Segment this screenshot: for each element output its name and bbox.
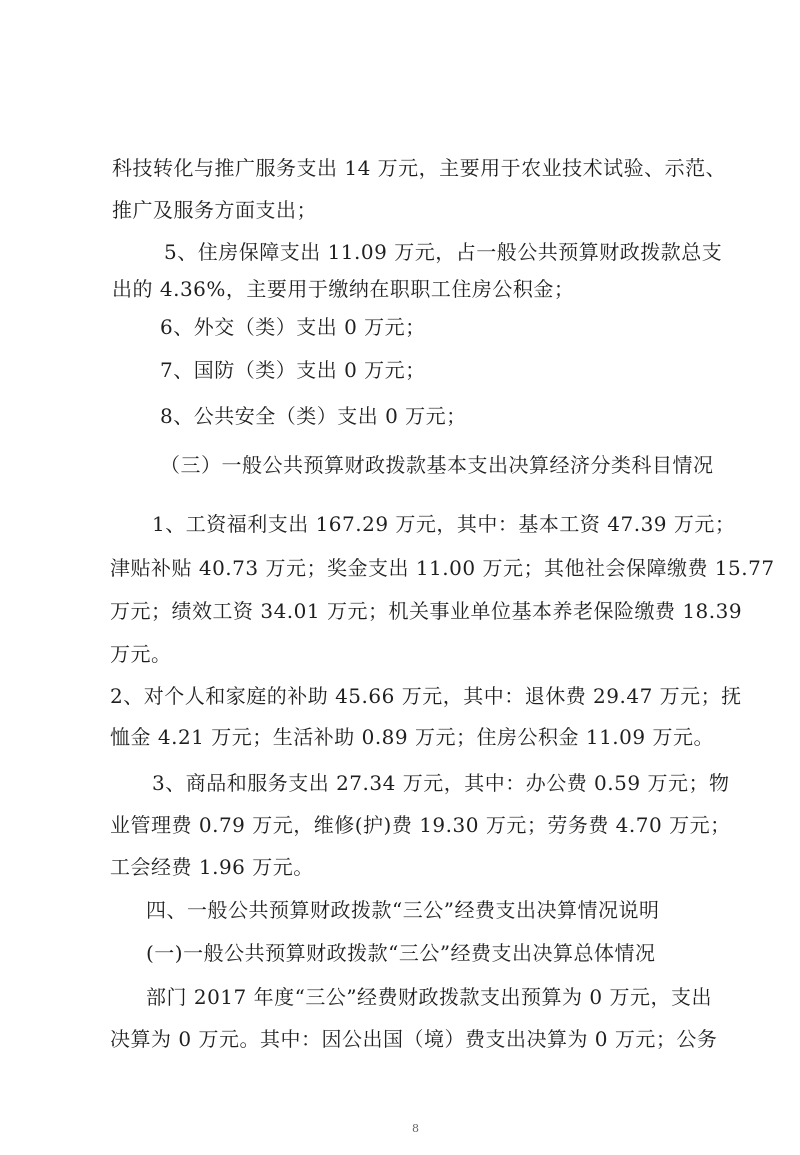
text-line: 工会经费 1.96 万元。 bbox=[110, 855, 314, 879]
section-heading: （三）一般公共预算财政拨款基本支出决算经济分类科目情况 bbox=[160, 453, 714, 477]
section-heading: (一)一般公共预算财政拨款“三公”经费支出决算总体情况 bbox=[146, 941, 656, 965]
text-line: 科技转化与推广服务支出 14 万元，主要用于农业技术试验、示范、 bbox=[112, 156, 727, 180]
text-line: 万元；绩效工资 34.01 万元；机关事业单位基本养老保险缴费 18.39 bbox=[110, 599, 743, 623]
page-number: 8 bbox=[412, 1122, 419, 1135]
text-line: 5、住房保障支出 11.09 万元，占一般公共预算财政拨款总支 bbox=[164, 240, 723, 264]
text-line: 6、外交（类）支出 0 万元； bbox=[160, 315, 426, 339]
section-heading: 四、一般公共预算财政拨款“三公”经费支出决算情况说明 bbox=[146, 898, 660, 922]
text-line: 业管理费 0.79 万元，维修(护)费 19.30 万元；劳务费 4.70 万元； bbox=[110, 813, 731, 837]
text-line: 3、商品和服务支出 27.34 万元，其中：办公费 0.59 万元；物 bbox=[152, 771, 730, 795]
text-line: 万元。 bbox=[110, 642, 172, 666]
text-line: 部门 2017 年度“三公”经费财政拨款支出预算为 0 万元，支出 bbox=[146, 985, 713, 1009]
text-line: 2、对个人和家庭的补助 45.66 万元，其中：退休费 29.47 万元；抚 bbox=[110, 684, 742, 708]
text-line: 推广及服务方面支出； bbox=[112, 198, 317, 222]
text-line: 津贴补贴 40.73 万元；奖金支出 11.00 万元；其他社会保障缴费 15.77 bbox=[110, 556, 775, 580]
text-line: 7、国防（类）支出 0 万元； bbox=[160, 358, 426, 382]
text-line: 出的 4.36%，主要用于缴纳在职职工住房公积金； bbox=[112, 277, 575, 301]
text-line: 决算为 0 万元。其中：因公出国（境）费支出决算为 0 万元；公务 bbox=[110, 1027, 718, 1051]
text-line: 恤金 4.21 万元；生活补助 0.89 万元；住房公积金 11.09 万元。 bbox=[110, 725, 714, 749]
text-line: 8、公共安全（类）支出 0 万元； bbox=[160, 404, 467, 428]
text-line: 1、工资福利支出 167.29 万元，其中：基本工资 47.39 万元； bbox=[152, 512, 736, 536]
